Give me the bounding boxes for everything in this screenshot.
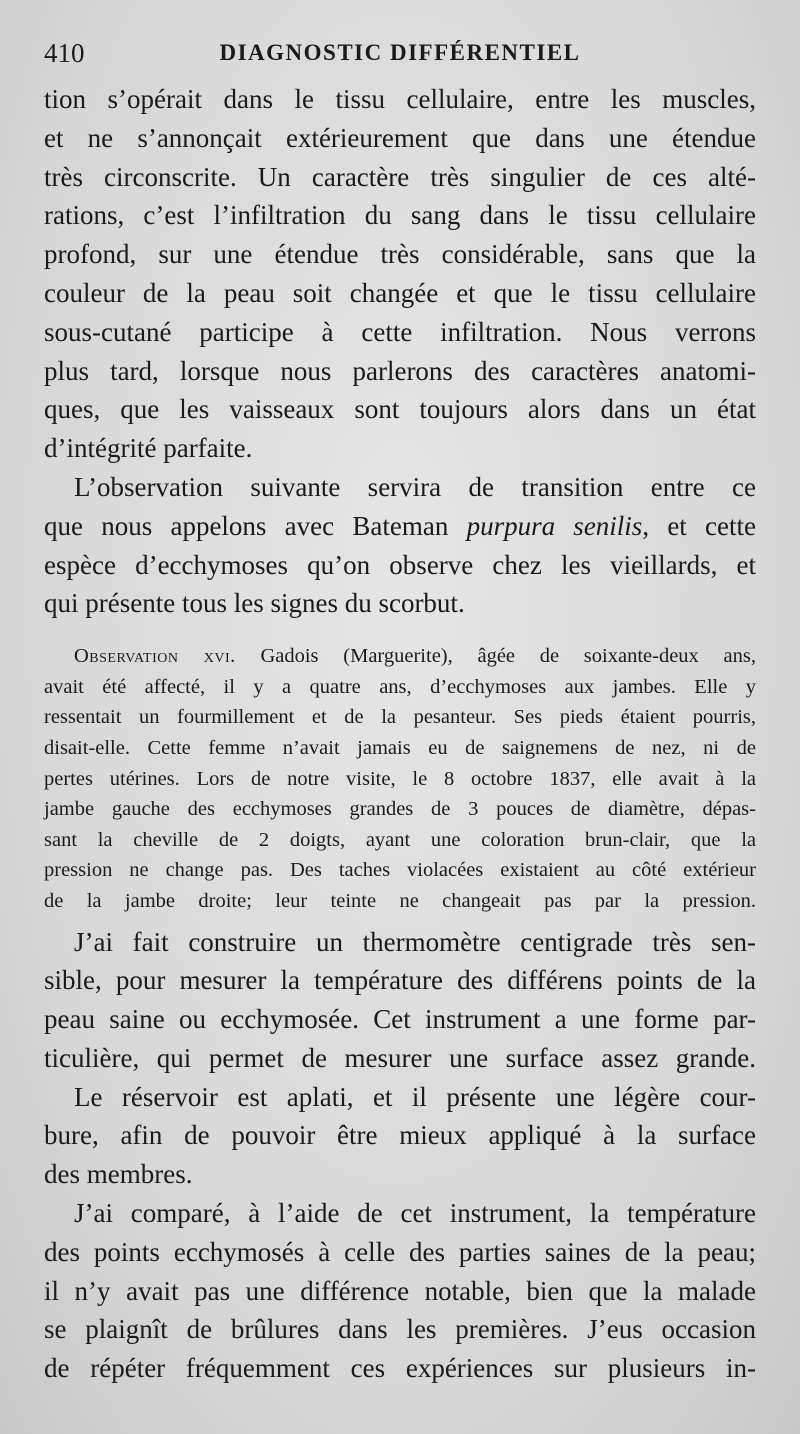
paragraph-2	[44, 468, 756, 623]
text-line: espèce d’ecchymoses qu’on observe chez les vieillards, et	[44, 549, 756, 580]
text-segment: Gadois (Marguerite), âgée de soixante-deux ans,	[235, 645, 756, 668]
paragraph-1	[44, 80, 756, 468]
text-line: très circonscrite. Un caractère très singulier de ces alté-	[44, 161, 756, 192]
text-segment: , et cette	[642, 510, 756, 541]
observation-heading: Observation xvi.	[74, 645, 236, 668]
observation-line: ressentait un fourmillement et de la pesanteur. Ses pieds étaient pourris,	[44, 706, 756, 729]
text-line: bure, afin de pouvoir être mieux appliqué à la surface	[44, 1120, 756, 1151]
text-line: ticulière, qui permet de mesurer une surface assez grande.	[44, 1042, 756, 1073]
observation-block	[44, 641, 756, 916]
text-line: d’intégrité parfaite.	[44, 433, 253, 464]
text-line: tion s’opérait dans le tissu cellulaire, entre les muscles,	[44, 84, 756, 114]
running-head	[44, 38, 756, 72]
text-line: et ne s’annonçait extérieurement que dans une étendue	[44, 122, 756, 153]
text-line: des membres.	[44, 1159, 193, 1190]
text-line: plus tard, lorsque nous parlerons des caractères anatomi-	[44, 355, 756, 386]
text-line: J’ai fait construire un thermomètre centigrade très sen-	[74, 926, 756, 957]
page-number: 410	[44, 38, 85, 68]
text-line: J’ai comparé, à l’aide de cet instrument, la température	[74, 1198, 756, 1229]
text-line: il n’y avait pas une différence notable, bien que la malade	[44, 1275, 756, 1306]
text-line: des points ecchymosés à celle des parties saines de la peau;	[44, 1236, 756, 1267]
text-line: profond, sur une étendue très considérable, sans que la	[44, 239, 756, 270]
observation-line: jambe gauche des ecchymoses grandes de 3 pouces de diamètre, dépas-	[44, 798, 756, 821]
text-line: qui présente tous les signes du scorbut.	[44, 588, 465, 619]
observation-line	[44, 641, 756, 672]
observation-line: de la jambe droite; leur teinte ne changeait pas par la pression.	[44, 889, 756, 912]
observation-line: sant la cheville de 2 doigts, ayant une coloration brun-clair, que la	[44, 828, 756, 851]
running-title: DIAGNOSTIC DIFFÉRENTIEL	[219, 40, 581, 65]
text-line: rations, c’est l’infiltration du sang dans le tissu cellulaire	[44, 200, 756, 231]
text-line	[44, 507, 756, 546]
observation-line: pression ne change pas. Des taches violacées existaient au côté extérieur	[44, 859, 756, 882]
body-text	[44, 80, 756, 1388]
text-line: L’observation suivante servira de transition entre ce	[74, 471, 756, 502]
text-line: sible, pour mesurer la température des différens points de la	[44, 965, 756, 996]
text-line: Le réservoir est aplati, et il présente une légère cour-	[74, 1081, 756, 1112]
observation-line: avait été affecté, il y a quatre ans, d’ecchymoses aux jambes. Elle y	[44, 675, 756, 698]
observation-line: pertes utérines. Lors de notre visite, le 8 octobre 1837, elle avait à la	[44, 767, 756, 790]
paragraph-4	[44, 1078, 756, 1194]
text-line: peau saine ou ecchymosée. Cet instrument a une forme par-	[44, 1004, 756, 1035]
paragraph-3	[44, 923, 756, 1078]
text-line: ques, que les vaisseaux sont toujours alors dans un état	[44, 394, 756, 425]
text-line: sous-cutané participe à cette infiltration. Nous verrons	[44, 316, 756, 347]
text-line: couleur de la peau soit changée et que le tissu cellulaire	[44, 277, 756, 308]
text-line: se plaignît de brûlures dans les premières. J’eus occasion	[44, 1314, 756, 1345]
paragraph-5	[44, 1194, 756, 1388]
text-segment: que nous appelons avec Bateman	[44, 510, 467, 541]
text-line: de répéter fréquemment ces expériences sur plusieurs in-	[44, 1353, 756, 1384]
italic-term: purpura senilis	[466, 510, 643, 541]
observation-line: disait-elle. Cette femme n’avait jamais eu de saignemens de nez, ni de	[44, 736, 756, 759]
